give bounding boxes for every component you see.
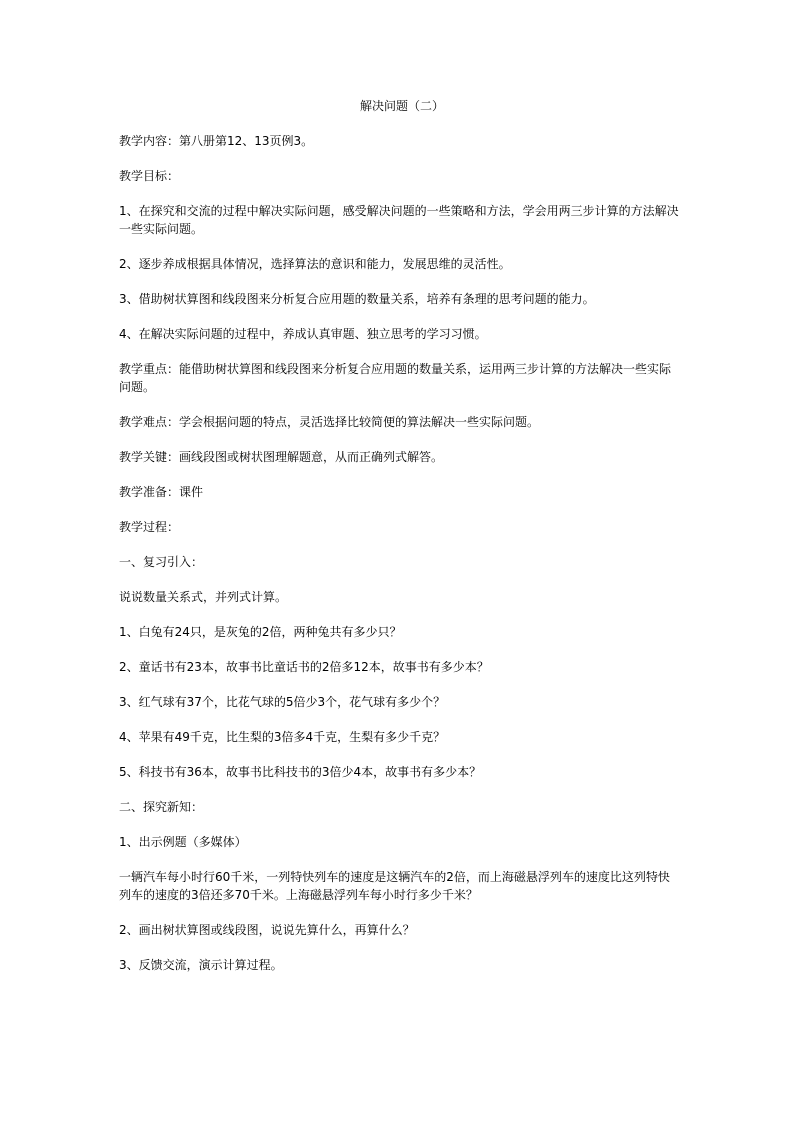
teaching-key-point: 教学重点：能借助树状算图和线段图来分析复合应用题的数量关系，运用两三步计算的方法解决一些实际问题。 [119,362,672,394]
goal-4: 4、在解决实际问题的过程中，养成认真审题、独立思考的学习习惯。 [119,327,487,341]
review-instruction: 说说数量关系式，并列式计算。 [119,590,288,604]
review-question-4: 4、苹果有49千克，比生梨的3倍多4千克，生梨有多少千克？ [119,730,446,744]
review-question-3: 3、红气球有37个，比花气球的5倍少3个，花气球有多少个？ [119,695,446,709]
example-problem: 一辆汽车每小时行60千米，一列特快列车的速度是这辆汽车的2倍，而上海磁悬浮列车的速度比这列特快列车的速度的3倍还多70千米。上海磁悬浮列车每小时行多少千米？ [119,870,670,902]
review-question-2: 2、童话书有23本，故事书比童话书的2倍多12本，故事书有多少本？ [119,660,489,674]
goal-2: 2、逐步养成根据具体情况，选择算法的意识和能力，发展思维的灵活性。 [119,257,511,271]
teaching-difficulty: 教学难点：学会根据问题的特点，灵活选择比较简便的算法解决一些实际问题。 [119,415,540,429]
explore-step-3: 3、反馈交流，演示计算过程。 [119,958,283,972]
teaching-preparation: 教学准备：课件 [119,485,204,499]
goal-3: 3、借助树状算图和线段图来分析复合应用题的数量关系，培养有条理的思考问题的能力。 [119,292,595,306]
teaching-goals-heading: 教学目标： [119,169,180,183]
document-title: 解决问题（二） [359,99,444,113]
explore-step-2: 2、画出树状算图或线段图，说说先算什么，再算什么？ [119,923,415,937]
explore-step-1: 1、出示例题（多媒体） [119,835,247,849]
review-question-5: 5、科技书有36本，故事书比科技书的3倍少4本，故事书有多少本？ [119,765,482,779]
section-explore-heading: 二、探究新知： [119,800,204,814]
teaching-key: 教学关键：画线段图或树状图理解题意，从而正确列式解答。 [119,450,444,464]
teaching-process-heading: 教学过程： [119,520,180,534]
document-page [119,97,679,991]
teaching-content: 教学内容：第八册第12、13页例3。 [119,134,314,148]
goal-1: 1、在探究和交流的过程中解决实际问题，感受解决问题的一些策略和方法，学会用两三步计算的方法解决一些实际问题。 [119,204,679,236]
section-review-heading: 一、复习引入： [119,555,204,569]
review-question-1: 1、白兔有24只，是灰兔的2倍，两种兔共有多少只？ [119,625,402,639]
